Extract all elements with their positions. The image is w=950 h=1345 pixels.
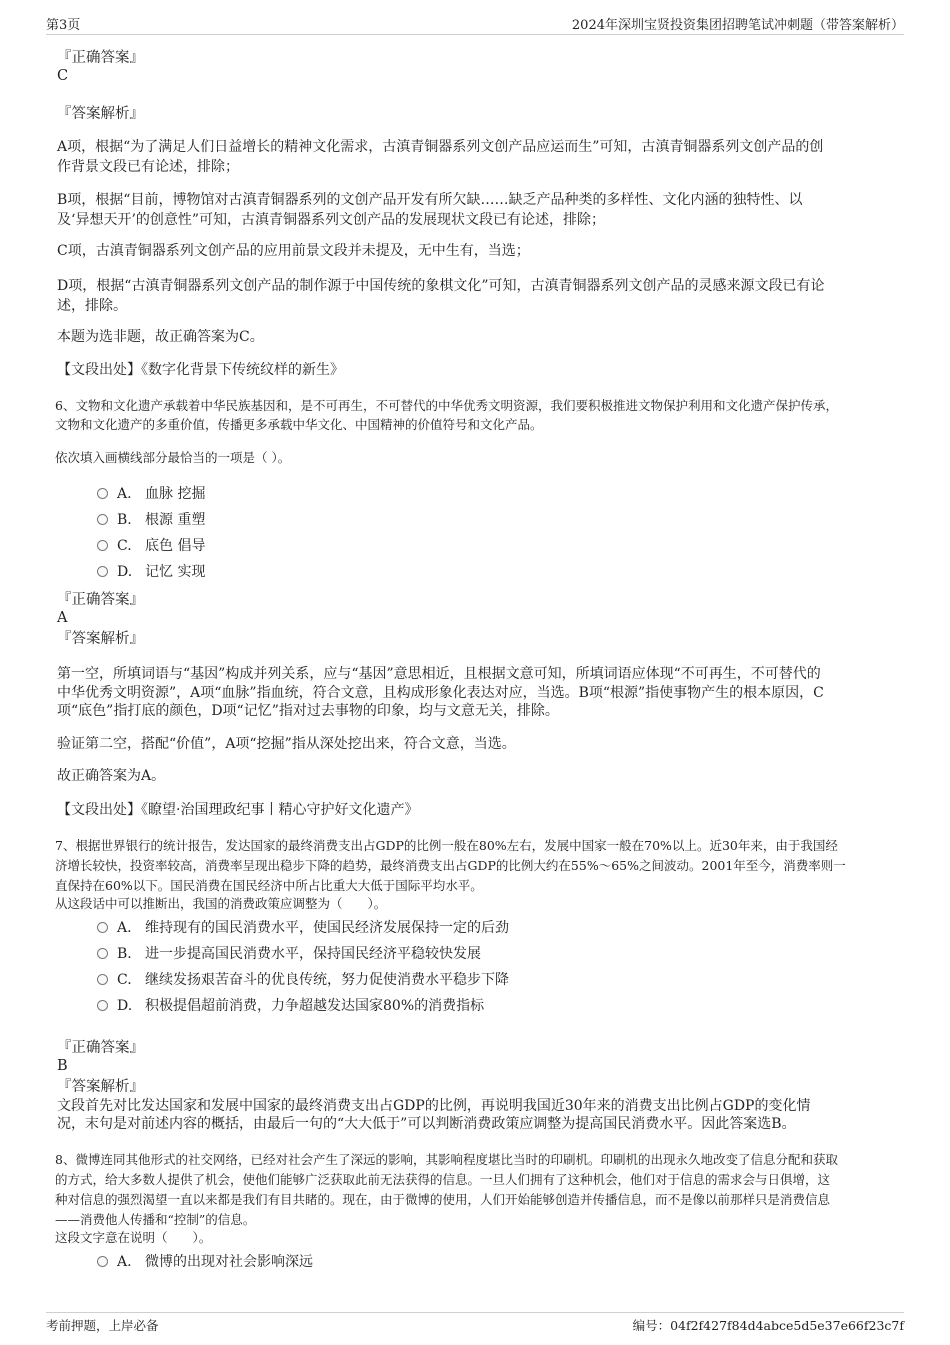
q6-prompt: 依次填入画横线部分最恰当的一项是（ ）。 — [55, 450, 291, 465]
q6-stem-line1: 6、文物和文化遗产承载着中华民族基因和，是不可再生，不可替代的中华优秀文明资源，我们要积极推进文物保护利用和文化遗产保护传承， — [55, 398, 838, 413]
q7-prompt: 从这段话中可以推断出，我国的消费政策应调整为（ ）。 — [55, 896, 387, 911]
q6-answer-label: 『正确答案』 — [57, 592, 144, 608]
q6-answer: A — [57, 610, 68, 626]
q6-analysis-line1: 第一空，所填词语与“基因”构成并列关系，应与“基因”意思相近，且根据文意可知，所填词语应体现“不可再生，不可替代的 — [57, 666, 821, 682]
document-serial: 编号：04f2f427f84d4abce5d5e37e66f23c7f — [632, 1318, 904, 1333]
q8-stem-line4: ——消费他人传播和“控制”的信息。 — [55, 1212, 256, 1227]
q8-prompt: 这段文字意在说明（ ）。 — [55, 1230, 212, 1245]
q7-analysis-line1: 文段首先对比发达国家和发展中国家的最终消费支出占GDP的比例，再说明我国近30年来的消费支出比例占GDP的变化情 — [57, 1098, 811, 1114]
radio-icon[interactable] — [97, 948, 108, 959]
q6-stem-line2: 文物和文化遗产的多重价值，传播更多承载中华文化、中国精神的价值符号和文化产品。 — [55, 417, 543, 432]
q6-analysis-line2: 中华优秀文明资源”，A项“血脉”指血统，符合文意，且构成形象化表达对应，当选。B项“根源”指使事物产生的根本原因，C — [57, 685, 824, 701]
q6-option-d[interactable]: D. 记忆 实现 — [97, 562, 205, 582]
q7-option-b[interactable]: B. 进一步提高国民消费水平，保持国民经济平稳较快发展 — [97, 944, 481, 964]
q5-source: 【文段出处】《数字化背景下传统纹样的新生》 — [57, 362, 344, 378]
page-footer — [46, 1312, 904, 1335]
q8-option-a[interactable]: A. 微博的出现对社会影响深远 — [97, 1252, 313, 1272]
q8-stem-line1: 8、微博连同其他形式的社交网络，已经对社会产生了深远的影响，其影响程度堪比当时的印刷机。印刷机的出现永久地改变了信息分配和获取 — [55, 1152, 838, 1167]
q6-option-c[interactable]: C. 底色 倡导 — [97, 536, 205, 556]
radio-icon[interactable] — [97, 1256, 108, 1267]
radio-icon[interactable] — [97, 566, 108, 577]
q5-analysis-a-line2: 作背景文段已有论述，排除； — [57, 159, 239, 175]
radio-icon[interactable] — [97, 514, 108, 525]
q6-source: 【文段出处】《瞭望·治国理政纪事丨精心守护好文化遗产》 — [57, 802, 419, 818]
document-title: 2024年深圳宝贤投资集团招聘笔试冲刺题（带答案解析） — [571, 18, 904, 33]
q6-analysis-line3: 项“底色”指打底的颜色，D项“记忆”指对过去事物的印象，均与文意无关，排除。 — [57, 703, 559, 719]
q6-analysis-label: 『答案解析』 — [57, 631, 144, 647]
q5-analysis-b-line1: B项，根据“目前，博物馆对古滇青铜器系列的文创产品开发有所欠缺……缺乏产品种类的多样性、文化内涵的独特性、以 — [57, 192, 803, 208]
q7-answer: B — [57, 1058, 68, 1074]
q5-answer-label: 『正确答案』 — [57, 50, 144, 66]
q5-analysis-a-line1: A项，根据“为了满足人们日益增长的精神文化需求，古滇青铜器系列文创产品应运而生”可知，古滇青铜器系列文创产品的创 — [57, 139, 824, 155]
page-number: 第3页 — [46, 18, 81, 33]
q5-analysis-d-line1: D项，根据“古滇青铜器系列文创产品的制作源于中国传统的象棋文化”可知，古滇青铜器系列文创产品的灵感来源文段已有论 — [57, 278, 825, 294]
q7-analysis-label: 『答案解析』 — [57, 1079, 144, 1095]
q8-stem-line2: 的方式，给大多数人提供了机会，使他们能够广泛获取此前无法获得的信息。一旦人们拥有了这种机会，他们对于信息的需求会与日俱增，这 — [55, 1172, 831, 1187]
footer-slogan: 考前押题，上岸必备 — [46, 1318, 159, 1333]
q5-answer: C — [57, 68, 69, 84]
q6-analysis-line4: 验证第二空，搭配“价值”，A项“挖掘”指从深处挖出来，符合文意，当选。 — [57, 736, 516, 752]
q6-conclusion: 故正确答案为A。 — [57, 768, 166, 784]
radio-icon[interactable] — [97, 540, 108, 551]
q5-analysis-c: C项，古滇青铜器系列文创产品的应用前景文段并未提及，无中生有，当选； — [57, 243, 530, 259]
page-header — [46, 14, 904, 35]
q5-analysis-label: 『答案解析』 — [57, 106, 144, 122]
q7-analysis-line2: 况，末句是对前述内容的概括，由最后一句的“大大低于”可以判断消费政策应调整为提高国民消费水平。因此答案选B。 — [57, 1116, 796, 1132]
q7-option-c[interactable]: C. 继续发扬艰苦奋斗的优良传统，努力促使消费水平稳步下降 — [97, 970, 509, 990]
q6-option-b[interactable]: B. 根源 重塑 — [97, 510, 205, 530]
q7-stem-line2: 济增长较快，投资率较高，消费率呈现出稳步下降的趋势，最终消费支出占GDP的比例大约在55%～65%之间波动。2001年至今，消费率则一 — [55, 858, 846, 873]
q5-analysis-b-line2: 及‘异想天开’的创意性”可知，古滇青铜器系列文创产品的发展现状文段已有论述，排除； — [57, 212, 606, 228]
q7-stem-line1: 7、根据世界银行的统计报告，发达国家的最终消费支出占GDP的比例一般在80%左右，发展中国家一般在70%以上。近30年来，由于我国经 — [55, 838, 838, 853]
radio-icon[interactable] — [97, 922, 108, 933]
q5-conclusion: 本题为选非题，故正确答案为C。 — [57, 329, 264, 345]
q5-analysis-d-line2: 述，排除。 — [57, 298, 127, 314]
q7-stem-line3: 直保持在60%以下。国民消费在国民经济中所占比重大大低于国际平均水平。 — [55, 878, 483, 893]
q7-answer-label: 『正确答案』 — [57, 1040, 144, 1056]
q8-stem-line3: 种对信息的强烈渴望一直以来都是我们有目共睹的。现在，由于微博的使用，人们开始能够创造并传播信息，而不是像以前那样只是消费信息 — [55, 1192, 831, 1207]
radio-icon[interactable] — [97, 488, 108, 499]
q6-option-a[interactable]: A. 血脉 挖掘 — [97, 484, 205, 504]
radio-icon[interactable] — [97, 974, 108, 985]
q7-option-a[interactable]: A. 维持现有的国民消费水平，使国民经济发展保持一定的后劲 — [97, 918, 509, 938]
q7-option-d[interactable]: D. 积极提倡超前消费，力争超越发达国家80%的消费指标 — [97, 996, 484, 1016]
radio-icon[interactable] — [97, 1000, 108, 1011]
